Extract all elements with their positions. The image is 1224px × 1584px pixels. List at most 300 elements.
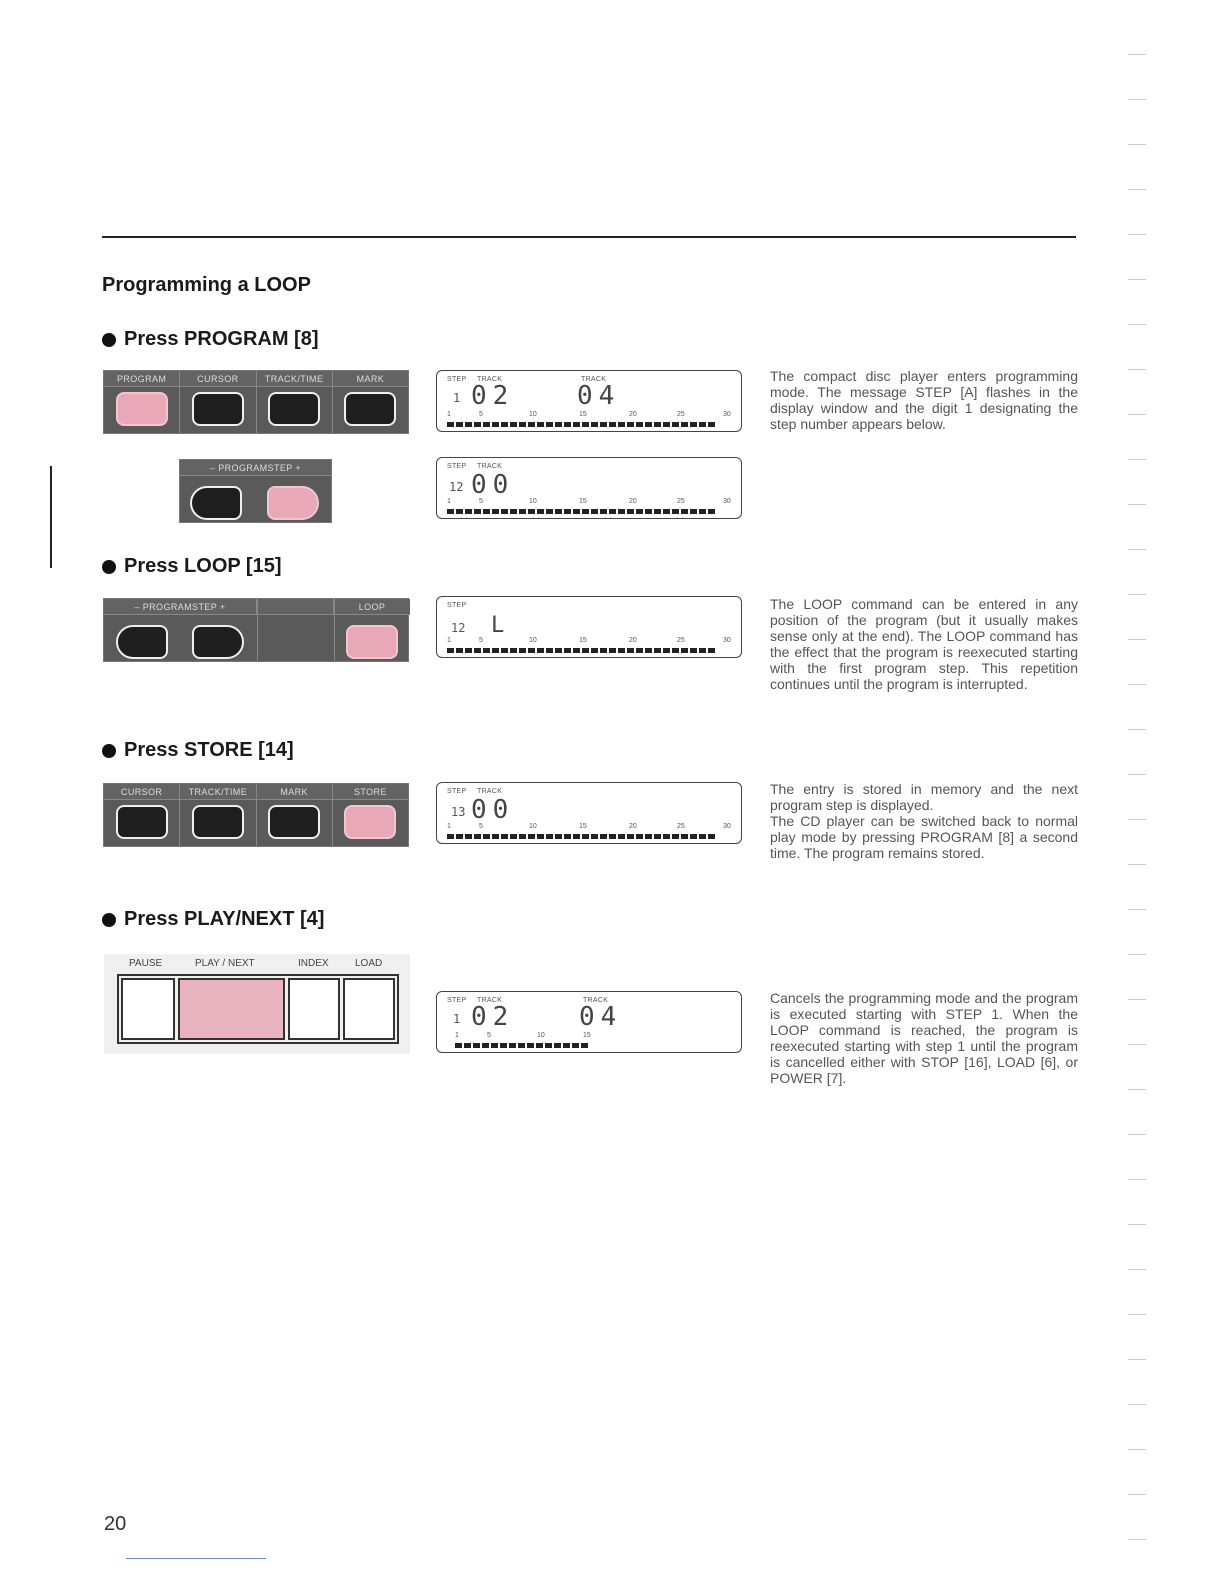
lcd-scale-tick: 25 [677,411,685,418]
lcd-segment [483,834,490,839]
lcd-segment [545,1043,552,1048]
panel-divider [334,599,335,661]
lcd-segment [482,1043,489,1048]
lcd-scale-tick: 15 [579,498,587,505]
lcd-scale-tick: 15 [579,411,587,418]
lcd-segment [456,648,463,653]
lcd-segment [473,1043,480,1048]
lcd-segment [681,834,688,839]
lcd-scale-tick: 30 [723,637,731,644]
panel-cell [333,784,408,846]
lcd-segment [627,648,634,653]
lcd-segment [519,648,526,653]
step-heading-label: Press PROGRAM [8] [124,328,319,350]
step-heading-label: Press PLAY/NEXT [4] [124,908,325,930]
loop-button[interactable] [346,625,398,659]
lcd-display [436,370,742,432]
lcd-segment [456,509,463,514]
lcd-segment [546,648,553,653]
lcd-track-label: TRACK [477,997,503,1004]
lcd-scale-tick: 10 [529,637,537,644]
lcd-segment [447,834,454,839]
lcd-scale-tick: 15 [579,823,587,830]
lcd-segment [663,834,670,839]
lcd-segment [500,1043,507,1048]
page-number: 20 [104,1513,127,1535]
lcd-segment [582,648,589,653]
lcd-segment [618,648,625,653]
lcd-segment [573,648,580,653]
lcd-scale-tick: 15 [583,1032,591,1039]
edge-tick [1128,459,1146,460]
lcd-segment [456,834,463,839]
pause-label: PAUSE [129,958,163,969]
lcd-segments [455,1043,588,1048]
lcd-segment [582,509,589,514]
lcd-segment [627,834,634,839]
lcd-scale [437,498,741,508]
lcd-segment [527,1043,534,1048]
lcd-segments [447,509,715,514]
button-label: CURSOR [180,371,255,387]
lcd-scale [437,411,741,421]
lcd-scale [437,1032,741,1042]
button-label: MARK [333,371,408,387]
lcd-segment [564,422,571,427]
lcd-track-label: TRACK [477,788,503,795]
edge-tick [1128,1314,1146,1315]
cursor-button[interactable] [116,805,168,839]
pause-button[interactable] [121,978,175,1040]
play-next-label: PLAY / NEXT [195,958,255,969]
edge-tick [1128,1089,1146,1090]
lcd-segment [618,834,625,839]
lcd-segment [582,834,589,839]
change-bar [50,466,52,568]
step-heading-store [102,739,294,762]
lcd-segment [690,422,697,427]
button-panel-play [104,954,410,1054]
lcd-step-label: STEP [447,997,467,1004]
edge-tick [1128,54,1146,55]
lcd-segment [474,834,481,839]
step-description [770,781,1078,861]
programstep-minus-button[interactable] [116,625,168,659]
play-next-button[interactable] [178,978,286,1040]
lcd-segment [519,834,526,839]
lcd-segment [573,422,580,427]
description-text: The compact disc player enters programming mode. The message STEP [A] flashes in the display window and the digit 1 designating the step number appears below. [770,368,1078,432]
edge-tick [1128,819,1146,820]
lcd-segment [501,834,508,839]
lcd-scale-tick: 5 [479,498,483,505]
lcd-scale-tick: 1 [447,637,451,644]
lcd-segment [501,648,508,653]
lcd-segment [618,422,625,427]
lcd-segment [510,422,517,427]
button-label: MARK [257,784,332,800]
lcd-segment [509,1043,516,1048]
load-button[interactable] [343,978,395,1040]
edge-tick [1128,1179,1146,1180]
lcd-segment [474,509,481,514]
lcd-segment [573,834,580,839]
lcd-track2-digits: 04 [577,381,621,411]
button-panel-programstep [179,459,332,523]
bullet-icon [102,560,116,574]
lcd-segment [528,509,535,514]
lcd-scale-tick: 5 [479,823,483,830]
lcd-segment [519,509,526,514]
edge-tick [1128,1359,1146,1360]
programstep-minus-button[interactable] [190,486,242,520]
description-text: Cancels the programming mode and the program is executed starting with STEP 1. When the LOOP command is reached, the program is reexecuted starting with step 1 until the program is cancelled either with STOP [16], LOAD [6], or POWER [7]. [770,990,1078,1086]
panel-cell [180,371,256,433]
edge-tick [1128,909,1146,910]
lcd-segment [672,422,679,427]
edge-ticks [1128,50,1148,1550]
lcd-scale-tick: 20 [629,637,637,644]
edge-tick [1128,954,1146,955]
lcd-scale-tick: 10 [529,498,537,505]
button-label: TRACK/TIME [257,371,332,387]
lcd-segment [663,422,670,427]
lcd-segment [564,648,571,653]
lcd-segments [447,422,715,427]
lcd-segment [447,422,454,427]
track-time-button[interactable] [268,392,320,426]
lcd-segment [537,422,544,427]
edge-tick [1128,99,1146,100]
edge-tick [1128,414,1146,415]
lcd-segment [690,648,697,653]
lcd-track-label: TRACK [581,376,607,383]
lcd-segment [591,648,598,653]
lcd-segment [699,834,706,839]
lcd-track2-digits: 04 [579,1002,623,1032]
lcd-scale-tick: 25 [677,637,685,644]
edge-tick [1128,1404,1146,1405]
edge-tick [1128,234,1146,235]
lcd-track-digits: 02 [471,1002,515,1032]
lcd-scale-tick: 1 [447,498,451,505]
edge-tick [1128,864,1146,865]
lcd-segment [672,648,679,653]
footer-line [126,1558,266,1559]
lcd-segment [654,648,661,653]
panel-cell [104,784,180,846]
edge-tick [1128,639,1146,640]
lcd-scale-tick: 30 [723,411,731,418]
edge-tick [1128,189,1146,190]
lcd-segment [554,1043,561,1048]
step-description [770,990,1078,1086]
loop-label: LOOP [334,599,410,615]
lcd-step-label: STEP [447,376,467,383]
lcd-scale-tick: 5 [479,637,483,644]
lcd-segment [582,422,589,427]
description-text: The entry is stored in memory and the next program step is displayed. [770,781,1078,813]
lcd-segment [654,422,661,427]
lcd-loop-digit: L [491,613,511,638]
lcd-track-label: TRACK [477,376,503,383]
edge-tick [1128,594,1146,595]
lcd-segment [536,1043,543,1048]
lcd-segment [690,509,697,514]
empty-label [257,599,334,615]
edge-tick [1128,369,1146,370]
top-rule [102,236,1076,238]
play-button-frame [117,974,399,1044]
cursor-button[interactable] [192,392,244,426]
lcd-segment [492,422,499,427]
lcd-track-digits: 02 [471,381,515,411]
lcd-scale-tick: 10 [529,411,537,418]
lcd-scale-tick: 25 [677,498,685,505]
edge-tick [1128,729,1146,730]
lcd-scale-tick: 30 [723,498,731,505]
panel-cell [257,371,333,433]
lcd-segment [699,509,706,514]
edge-tick [1128,1269,1146,1270]
lcd-scale [437,637,741,647]
programstep-label: – PROGRAMSTEP + [180,460,331,476]
lcd-scale-tick: 1 [447,823,451,830]
lcd-segment [528,648,535,653]
lcd-segment [537,648,544,653]
bullet-icon [102,913,116,927]
lcd-step-number: 1 [453,1012,461,1026]
lcd-segment [483,648,490,653]
lcd-segment [474,422,481,427]
edge-tick [1128,1134,1146,1135]
track-time-button[interactable] [192,805,244,839]
step-description [770,596,1078,692]
lcd-step-label: STEP [447,463,467,470]
lcd-scale [437,823,741,833]
edge-tick [1128,144,1146,145]
lcd-segment [708,834,715,839]
lcd-track-label: TRACK [583,997,609,1004]
lcd-scale-tick: 20 [629,823,637,830]
lcd-segment [645,834,652,839]
lcd-segment [681,648,688,653]
lcd-scale-tick: 1 [455,1032,459,1039]
lcd-scale-tick: 10 [529,823,537,830]
button-label: TRACK/TIME [180,784,255,800]
step-heading-program [102,328,319,351]
lcd-segment [681,422,688,427]
lcd-segment [654,509,661,514]
panel-cell [104,371,180,433]
lcd-segment [465,648,472,653]
lcd-segment [573,509,580,514]
step-heading-play-next [102,908,324,931]
lcd-segment [708,648,715,653]
lcd-segment [600,834,607,839]
edge-tick [1128,504,1146,505]
lcd-segment [464,1043,471,1048]
mark-button[interactable] [344,392,396,426]
lcd-segment [491,1043,498,1048]
lcd-scale-tick: 20 [629,498,637,505]
lcd-segment [555,834,562,839]
lcd-segment [447,509,454,514]
lcd-display [436,457,742,519]
button-panel-store [103,783,409,847]
lcd-segment [645,509,652,514]
lcd-segment [672,509,679,514]
lcd-segment [501,509,508,514]
lcd-scale-tick: 5 [479,411,483,418]
panel-cell [257,784,333,846]
lcd-step-label: STEP [447,788,467,795]
edge-tick [1128,774,1146,775]
lcd-segment [510,834,517,839]
edge-tick [1128,999,1146,1000]
lcd-segment [510,648,517,653]
lcd-step-label: STEP [447,602,467,609]
program-button[interactable] [116,392,168,426]
edge-tick [1128,279,1146,280]
lcd-track-label: TRACK [477,463,503,470]
lcd-segment [564,509,571,514]
lcd-segment [654,834,661,839]
bullet-icon [102,333,116,347]
lcd-scale-tick: 25 [677,823,685,830]
lcd-segment [690,834,697,839]
lcd-segment [681,509,688,514]
lcd-segment [591,509,598,514]
lcd-segment [546,834,553,839]
lcd-segment [537,509,544,514]
lcd-segment [456,422,463,427]
edge-tick [1128,324,1146,325]
lcd-segment [663,648,670,653]
mark-button[interactable] [268,805,320,839]
lcd-segment [465,834,472,839]
lcd-segment [609,422,616,427]
edge-tick [1128,1224,1146,1225]
panel-cell [333,371,408,433]
lcd-segment [663,509,670,514]
lcd-segment [708,422,715,427]
lcd-segment [636,422,643,427]
lcd-segment [519,422,526,427]
lcd-segment [572,1043,579,1048]
lcd-segment [555,509,562,514]
button-label: CURSOR [104,784,179,800]
description-text: The CD player can be switched back to normal play mode by pressing PROGRAM [8] a second time. The program remains stored. [770,813,1078,861]
lcd-step-number: 13 [451,805,466,819]
lcd-display [436,991,742,1053]
panel-divider [257,599,258,661]
programstep-plus-button[interactable] [267,486,319,520]
lcd-segment [474,648,481,653]
lcd-segment [708,509,715,514]
button-panel-loop [103,598,409,662]
lcd-display [436,596,742,658]
edge-tick [1128,1539,1146,1540]
lcd-step-number: 12 [449,480,464,494]
lcd-segment [627,509,634,514]
panel-cell [180,784,256,846]
section-title: Programming a LOOP [102,274,311,296]
lcd-segment [591,422,598,427]
lcd-scale-tick: 15 [579,637,587,644]
step-description [770,368,1078,432]
lcd-step-number: 1 [453,391,461,405]
bullet-icon [102,744,116,758]
description-text: The LOOP command can be entered in any position of the program (but it usually makes sense only at the end). The LOOP command has the effect that the program is reexecuted starting with the first program step. This repetition continues until the program is interrupted. [770,596,1078,692]
lcd-segment [455,1043,462,1048]
lcd-segment [600,648,607,653]
lcd-segment [492,648,499,653]
lcd-segment [591,834,598,839]
lcd-scale-tick: 10 [537,1032,545,1039]
lcd-segment [465,509,472,514]
button-label: STORE [333,784,408,800]
lcd-segment [600,509,607,514]
lcd-segment [537,834,544,839]
button-label: PROGRAM [104,371,179,387]
lcd-segment [555,422,562,427]
lcd-segments [447,834,715,839]
lcd-segment [618,509,625,514]
lcd-segment [600,422,607,427]
lcd-segment [609,648,616,653]
lcd-segment [447,648,454,653]
lcd-scale-tick: 30 [723,823,731,830]
programstep-plus-button[interactable] [192,625,244,659]
lcd-segment [672,834,679,839]
lcd-segment [564,834,571,839]
edge-tick [1128,684,1146,685]
lcd-segments [447,648,715,653]
lcd-segment [609,834,616,839]
load-label: LOAD [355,958,383,969]
lcd-segment [501,422,508,427]
lcd-segment [636,834,643,839]
programstep-label: – PROGRAMSTEP + [104,599,257,615]
lcd-segment [699,648,706,653]
lcd-display [436,782,742,844]
lcd-segment [546,422,553,427]
step-heading-label: Press LOOP [15] [124,555,282,577]
edge-tick [1128,1044,1146,1045]
lcd-segment [492,509,499,514]
lcd-segment [483,509,490,514]
step-heading-loop [102,555,281,578]
lcd-track-digits: 00 [471,795,515,825]
lcd-segment [699,422,706,427]
lcd-segment [609,509,616,514]
lcd-segment [546,509,553,514]
lcd-segment [645,648,652,653]
lcd-segment [563,1043,570,1048]
lcd-segment [528,834,535,839]
step-heading-label: Press STORE [14] [124,739,294,761]
edge-tick [1128,1449,1146,1450]
lcd-segment [636,648,643,653]
index-button[interactable] [288,978,340,1040]
lcd-segment [636,509,643,514]
lcd-segment [528,422,535,427]
lcd-scale-tick: 5 [487,1032,491,1039]
store-button[interactable] [344,805,396,839]
lcd-segment [555,648,562,653]
lcd-segment [492,834,499,839]
